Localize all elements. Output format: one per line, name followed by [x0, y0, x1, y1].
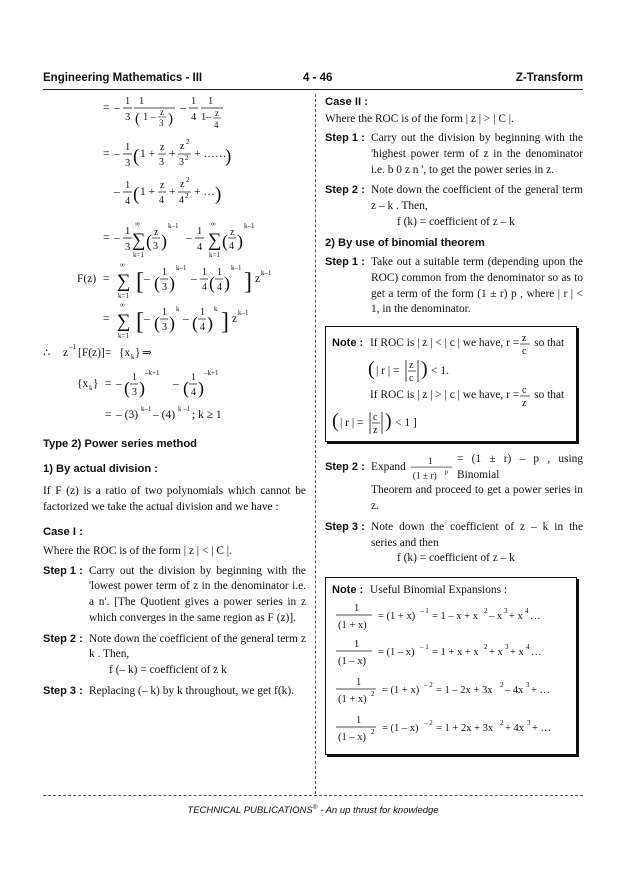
svg-text:z: z [409, 359, 414, 371]
svg-text:| r | =: | r | = [340, 416, 364, 429]
left-step-3 [43, 684, 306, 700]
svg-text:k–1: k–1 [238, 309, 249, 317]
note-line-2: If ROC is | z | > | c | we have, r = [370, 389, 520, 402]
svg-text:= 1 + x + x: = 1 + x + x [432, 646, 479, 658]
expand-word: Expand [371, 460, 406, 473]
svg-text:2: 2 [186, 176, 190, 184]
svg-text:(: ( [135, 111, 140, 127]
svg-text:1: 1 [200, 307, 205, 318]
svg-text:1: 1 [354, 602, 360, 614]
svg-text:k=1: k=1 [118, 292, 129, 300]
svg-text:1: 1 [197, 226, 203, 237]
svg-text:1: 1 [202, 267, 207, 278]
svg-text:= (1 + x): = (1 + x) [382, 684, 420, 696]
step-text: Theorem and proceed to get a power series in z. [371, 484, 583, 513]
svg-text:= (1 – x): = (1 – x) [378, 646, 415, 658]
derivation-equations [43, 95, 306, 427]
svg-text:3: 3 [125, 242, 131, 253]
svg-text:–: – [183, 313, 189, 325]
case1-heading: Case I : [43, 526, 83, 539]
svg-text:1: 1 [162, 307, 167, 318]
svg-text:(: ( [183, 378, 189, 398]
svg-text:2: 2 [185, 154, 189, 162]
binomial-heading: 2) By use of binomial theorem [325, 236, 485, 249]
svg-text:{x: {x [119, 347, 131, 359]
publisher-tagline: - An up thrust for knowledge [317, 805, 439, 817]
fraction-c-over-z [519, 384, 531, 408]
svg-text:= 1 – 2x + 3x: = 1 – 2x + 3x [436, 684, 493, 696]
svg-text:∴: ∴ [43, 347, 51, 359]
step-text: Carry out the division by beginning with the 'highest power term of z in the denominator i.e. b 0 z n ', to get the power series in z. [371, 132, 583, 176]
svg-text:1–: 1– [201, 112, 212, 123]
svg-text:1: 1 [191, 96, 197, 107]
svg-text:(: ( [133, 146, 140, 167]
svg-text:= (1 – x): = (1 – x) [382, 722, 419, 734]
chapter-title: Z-Transform [515, 72, 583, 84]
svg-text:k=1: k=1 [118, 332, 129, 340]
actual-division-heading: 1) By actual division : [43, 463, 159, 476]
svg-text:–: – [191, 273, 197, 285]
svg-text:–k+1: –k+1 [204, 369, 219, 377]
svg-text:z: z [255, 273, 261, 285]
fraction-one-over-binomial [409, 454, 454, 482]
left-step-1 [43, 564, 306, 627]
condition-r-lt-1-alt [332, 408, 452, 436]
svg-text:(: ( [368, 357, 375, 380]
svg-text:3: 3 [162, 282, 167, 293]
svg-text:1 +: 1 + [140, 148, 156, 160]
type2-heading: Type 2) Power series method [43, 438, 197, 450]
svg-text:–: – [144, 313, 150, 325]
svg-text:1 +: 1 + [140, 186, 156, 198]
publisher-name: TECHNICAL PUBLICATIONS [187, 805, 313, 817]
svg-text:k–1: k–1 [168, 222, 179, 230]
svg-text:): ) [169, 313, 175, 333]
svg-text:k: k [214, 305, 218, 313]
svg-text:< 1 ]: < 1 ] [395, 416, 417, 429]
svg-text:(: ( [154, 273, 160, 293]
svg-text:– 1: – 1 [420, 606, 429, 615]
svg-text:k: k [131, 353, 135, 361]
svg-text:}: } [135, 347, 141, 359]
svg-text:| r | =: | r | = [376, 364, 400, 377]
svg-text:∞: ∞ [135, 220, 140, 228]
registered-mark: ® [312, 804, 318, 811]
svg-text:k–1: k–1 [141, 405, 152, 413]
svg-text:3: 3 [159, 157, 164, 168]
svg-text:k: k [176, 305, 180, 313]
note-label: Note : [332, 337, 364, 350]
svg-text:4: 4 [525, 606, 529, 615]
svg-text:k: k [89, 384, 93, 392]
svg-text:2: 2 [484, 642, 488, 651]
svg-text:2: 2 [185, 192, 189, 200]
left-step-2 [43, 632, 306, 679]
svg-text:1: 1 [162, 267, 167, 278]
step-formula: f (k) = coefficient of z – k [397, 215, 515, 228]
note-label: Note : [332, 584, 364, 597]
svg-text:(: ( [222, 231, 228, 251]
svg-text:3: 3 [162, 322, 167, 333]
note-line-1-tail: so that [534, 337, 565, 350]
svg-text:4: 4 [217, 282, 222, 293]
svg-text:– (3): – (3) [116, 409, 139, 421]
svg-text:3: 3 [505, 642, 509, 651]
svg-text:3: 3 [153, 241, 158, 252]
svg-text:z: z [215, 108, 219, 118]
svg-text:4: 4 [202, 282, 207, 293]
svg-text:– 4x: – 4x [505, 684, 524, 696]
svg-text:4: 4 [229, 241, 234, 252]
svg-text:): ) [421, 357, 428, 380]
svg-text:∑: ∑ [132, 230, 146, 251]
svg-text:z: z [232, 313, 238, 325]
step-text: Replacing (– k) by k throughout, we get f(k). [89, 684, 294, 697]
svg-text:z: z [160, 180, 165, 191]
note-line-2-tail: so that [534, 389, 565, 402]
condition-r-lt-1 [368, 356, 488, 384]
svg-text:+ …: + … [194, 186, 215, 198]
svg-text:–: – [186, 232, 192, 244]
step-label: Step 3 : [43, 684, 83, 697]
svg-text:1: 1 [356, 676, 362, 688]
svg-text:1: 1 [217, 267, 222, 278]
svg-text:2: 2 [484, 606, 488, 615]
binomial-expansion-list [332, 599, 570, 749]
svg-text:): ) [215, 184, 222, 205]
svg-text:…: … [530, 610, 541, 622]
svg-text:4: 4 [179, 195, 184, 206]
svg-text:– 2: – 2 [424, 680, 433, 689]
binomial-step-3 [325, 520, 583, 567]
svg-text:= 1 + 2x + 3x: = 1 + 2x + 3x [436, 722, 494, 734]
svg-text:1: 1 [125, 180, 131, 191]
svg-text:– (4): – (4) [153, 409, 176, 421]
case2-heading: Case II : [325, 96, 368, 108]
svg-text:–: – [173, 378, 179, 390]
svg-text:1 –: 1 – [143, 112, 157, 123]
note-box-roc [325, 326, 577, 442]
step-formula: f (k) = coefficient of z – k [397, 552, 515, 565]
svg-text:4: 4 [200, 322, 205, 333]
step-label: Step 1 : [325, 132, 365, 145]
svg-text:): ) [237, 231, 243, 251]
svg-text:3: 3 [132, 387, 137, 398]
svg-text:= (1 + x): = (1 + x) [378, 610, 416, 622]
svg-text:=: = [103, 148, 110, 160]
svg-text:…: … [531, 646, 542, 658]
svg-text:∑: ∑ [117, 311, 131, 332]
svg-text:=: = [105, 409, 112, 421]
svg-text:–: – [144, 273, 150, 285]
svg-text:(1 – x): (1 – x) [338, 731, 366, 743]
svg-text:): ) [207, 313, 213, 333]
svg-text:1: 1 [139, 96, 145, 107]
svg-text:k=1: k=1 [209, 251, 220, 259]
svg-text:c: c [522, 384, 527, 396]
svg-text:–k+1: –k+1 [145, 369, 160, 377]
svg-text:1: 1 [191, 372, 196, 383]
step-text: Note down the coefficient of the general term z – k . Then, [371, 184, 583, 213]
svg-text:(: ( [332, 409, 339, 432]
svg-text:=: = [103, 232, 110, 244]
svg-text:(1 + x): (1 + x) [338, 693, 367, 705]
svg-text:k–1: k–1 [231, 264, 242, 272]
svg-text:4: 4 [191, 387, 196, 398]
svg-text:z: z [230, 227, 235, 238]
svg-text:+: + [169, 148, 176, 160]
step-text: Note down the coefficient of the general term z k . Then, [89, 632, 306, 661]
svg-text:∞: ∞ [120, 301, 125, 309]
svg-text:z: z [522, 332, 527, 344]
svg-text:z: z [180, 179, 185, 190]
svg-text:+ x: + x [509, 610, 523, 622]
svg-text:): ) [168, 111, 173, 127]
svg-text:– 1: – 1 [420, 642, 429, 651]
svg-text:]: ] [221, 309, 229, 335]
svg-text:(: ( [154, 313, 160, 333]
column-divider [315, 94, 316, 794]
step-text: Note down the coefficient of z – k in the series and then [371, 520, 583, 549]
svg-text:z: z [160, 142, 165, 153]
step-label: Step 3 : [325, 520, 365, 533]
svg-text:– x: – x [489, 610, 503, 622]
svg-text:1: 1 [125, 142, 131, 153]
svg-text:(: ( [209, 273, 215, 293]
svg-text:): ) [224, 273, 230, 293]
svg-text:3: 3 [125, 158, 131, 169]
case2-roc: Where the ROC is of the form | z | > | C |. [325, 113, 514, 126]
page-number: 4 - 46 [303, 72, 333, 84]
svg-text:–: – [114, 232, 120, 244]
svg-text:⇒: ⇒ [142, 347, 152, 359]
svg-text:– 2: – 2 [424, 718, 433, 727]
svg-text:+ …: + … [532, 722, 552, 734]
svg-text:): ) [139, 378, 145, 398]
svg-text:=: = [105, 378, 112, 390]
left-column [43, 95, 306, 704]
svg-text:k–1: k–1 [176, 264, 187, 272]
svg-text:]: ] [244, 269, 252, 295]
svg-text:): ) [169, 273, 175, 293]
svg-text:{x: {x [77, 378, 89, 390]
svg-text:2: 2 [371, 689, 375, 698]
svg-text:–: – [116, 378, 122, 390]
svg-text:k–1: k–1 [261, 269, 272, 277]
svg-text:1: 1 [354, 638, 360, 650]
svg-text:k=1: k=1 [133, 251, 144, 259]
svg-text:z: z [63, 347, 69, 359]
svg-text:c: c [522, 345, 527, 356]
svg-text:3: 3 [504, 606, 508, 615]
right-step-2 [325, 183, 583, 230]
svg-text:3: 3 [159, 118, 164, 128]
svg-text:+ ……: + …… [194, 148, 227, 160]
svg-text:2: 2 [371, 727, 375, 736]
svg-text:1: 1 [132, 372, 137, 383]
step-text: Carry out the division by beginning with the 'lowest power term of z in the denominator i.e. a n'. [The Quotient gives a power series in z which converges in the same region as F (z)]. [89, 564, 306, 624]
svg-text:1: 1 [427, 456, 433, 467]
svg-text:1: 1 [125, 226, 131, 237]
svg-text:+ 4x: + 4x [505, 722, 525, 734]
footer-rule [43, 795, 583, 796]
svg-text:[F(z)]: [F(z)] [78, 347, 105, 359]
svg-text:4: 4 [214, 120, 219, 130]
svg-text:4: 4 [526, 642, 530, 651]
svg-text:∑: ∑ [117, 271, 131, 292]
svg-text:): ) [198, 378, 204, 398]
svg-text:=: = [105, 347, 112, 359]
svg-text:[: [ [136, 309, 144, 335]
svg-text:): ) [225, 146, 232, 167]
note-box-binomial-expansions [325, 577, 577, 755]
svg-text:+: + [169, 186, 176, 198]
intro-paragraph: If F (z) is a ratio of two polynomials which cannot be factorized we take the actual division and we have : [43, 484, 306, 513]
svg-text:4: 4 [125, 196, 131, 207]
svg-text:4: 4 [197, 242, 203, 253]
svg-text:∑: ∑ [208, 230, 222, 251]
svg-text:k–1: k–1 [244, 222, 255, 230]
svg-text:(: ( [146, 231, 152, 251]
svg-text:p: p [444, 468, 448, 476]
svg-text:–: – [180, 102, 186, 114]
svg-text:= 1 – x + x: = 1 – x + x [432, 610, 478, 622]
svg-text:4: 4 [159, 195, 164, 206]
svg-text:z: z [522, 397, 527, 408]
step-label: Step 2 : [325, 460, 365, 473]
svg-text:2: 2 [186, 138, 190, 146]
svg-text:}: } [93, 378, 99, 390]
svg-text:F(z): F(z) [77, 273, 97, 285]
step-label: Step 1 : [43, 564, 83, 577]
svg-text:c: c [409, 372, 414, 384]
step-formula: f (– k) = coefficient of z k [109, 663, 227, 676]
svg-text:∞: ∞ [120, 261, 125, 269]
svg-text:z: z [160, 107, 164, 117]
svg-text:z: z [180, 141, 185, 152]
svg-text:3: 3 [527, 718, 531, 727]
svg-text:–1: –1 [69, 343, 76, 351]
step-label: Step 2 : [325, 184, 365, 197]
svg-text:(1 – x): (1 – x) [338, 655, 366, 667]
svg-text:=: = [103, 313, 110, 325]
binomial-step-1 [325, 255, 583, 318]
svg-text:+ x: + x [510, 646, 524, 658]
svg-text:[: [ [136, 269, 144, 295]
svg-text:4: 4 [191, 112, 197, 123]
binomial-step-2 [325, 452, 583, 515]
svg-text:< 1.: < 1. [431, 364, 449, 377]
step-label: Step 1 : [325, 256, 365, 269]
step-label: Step 2 : [43, 632, 83, 645]
svg-text:): ) [161, 231, 167, 251]
svg-text:(1 + x): (1 + x) [338, 619, 367, 631]
svg-text:c: c [373, 411, 378, 423]
svg-text:(1 ± r): (1 ± r) [412, 471, 437, 482]
svg-text:k –1: k –1 [178, 405, 191, 413]
svg-text:2: 2 [500, 718, 504, 727]
step-text: Take out a suitable term (depending upon the ROC) common from the denominator so as to get a term of the form (1 ± r) p , where | r | < 1, in the denominator. [371, 256, 583, 316]
binomial-identity: = (1 ± r) – p , using Binomial [456, 452, 583, 481]
svg-text:=: = [103, 273, 110, 285]
svg-text:2: 2 [500, 680, 504, 689]
case1-roc: Where the ROC is of the form | z | < | C |. [43, 544, 232, 557]
svg-text:–: – [114, 186, 120, 198]
right-column [325, 95, 583, 755]
svg-text:(: ( [192, 313, 198, 333]
svg-text:1: 1 [208, 96, 214, 107]
svg-text:3: 3 [526, 680, 530, 689]
svg-text:3: 3 [125, 112, 131, 123]
svg-text:z: z [154, 227, 159, 238]
svg-text:=: = [103, 102, 110, 114]
svg-text:3: 3 [179, 157, 184, 168]
svg-text:+ x: + x [489, 646, 503, 658]
svg-text:–: – [114, 102, 120, 114]
svg-text:1: 1 [125, 96, 131, 107]
fraction-z-over-c [519, 332, 531, 356]
svg-text:(: ( [133, 184, 140, 205]
header-rule [43, 89, 583, 90]
svg-text:1: 1 [356, 714, 362, 726]
book-title: Engineering Mathematics - III [43, 72, 203, 84]
note-title: Useful Binomial Expansions : [370, 584, 508, 597]
svg-text:∞: ∞ [211, 220, 216, 228]
svg-text:(: ( [124, 378, 130, 398]
right-step-1 [325, 131, 583, 178]
svg-text:+ …: + … [531, 684, 551, 696]
svg-text:; k ≥ 1: ; k ≥ 1 [192, 409, 222, 421]
note-line-1: If ROC is | z | < | c | we have, r = [370, 337, 520, 350]
page-header [43, 72, 583, 88]
svg-text:–: – [114, 148, 120, 160]
page-footer [0, 804, 626, 816]
svg-text:): ) [385, 409, 392, 432]
svg-text:z: z [373, 424, 378, 436]
